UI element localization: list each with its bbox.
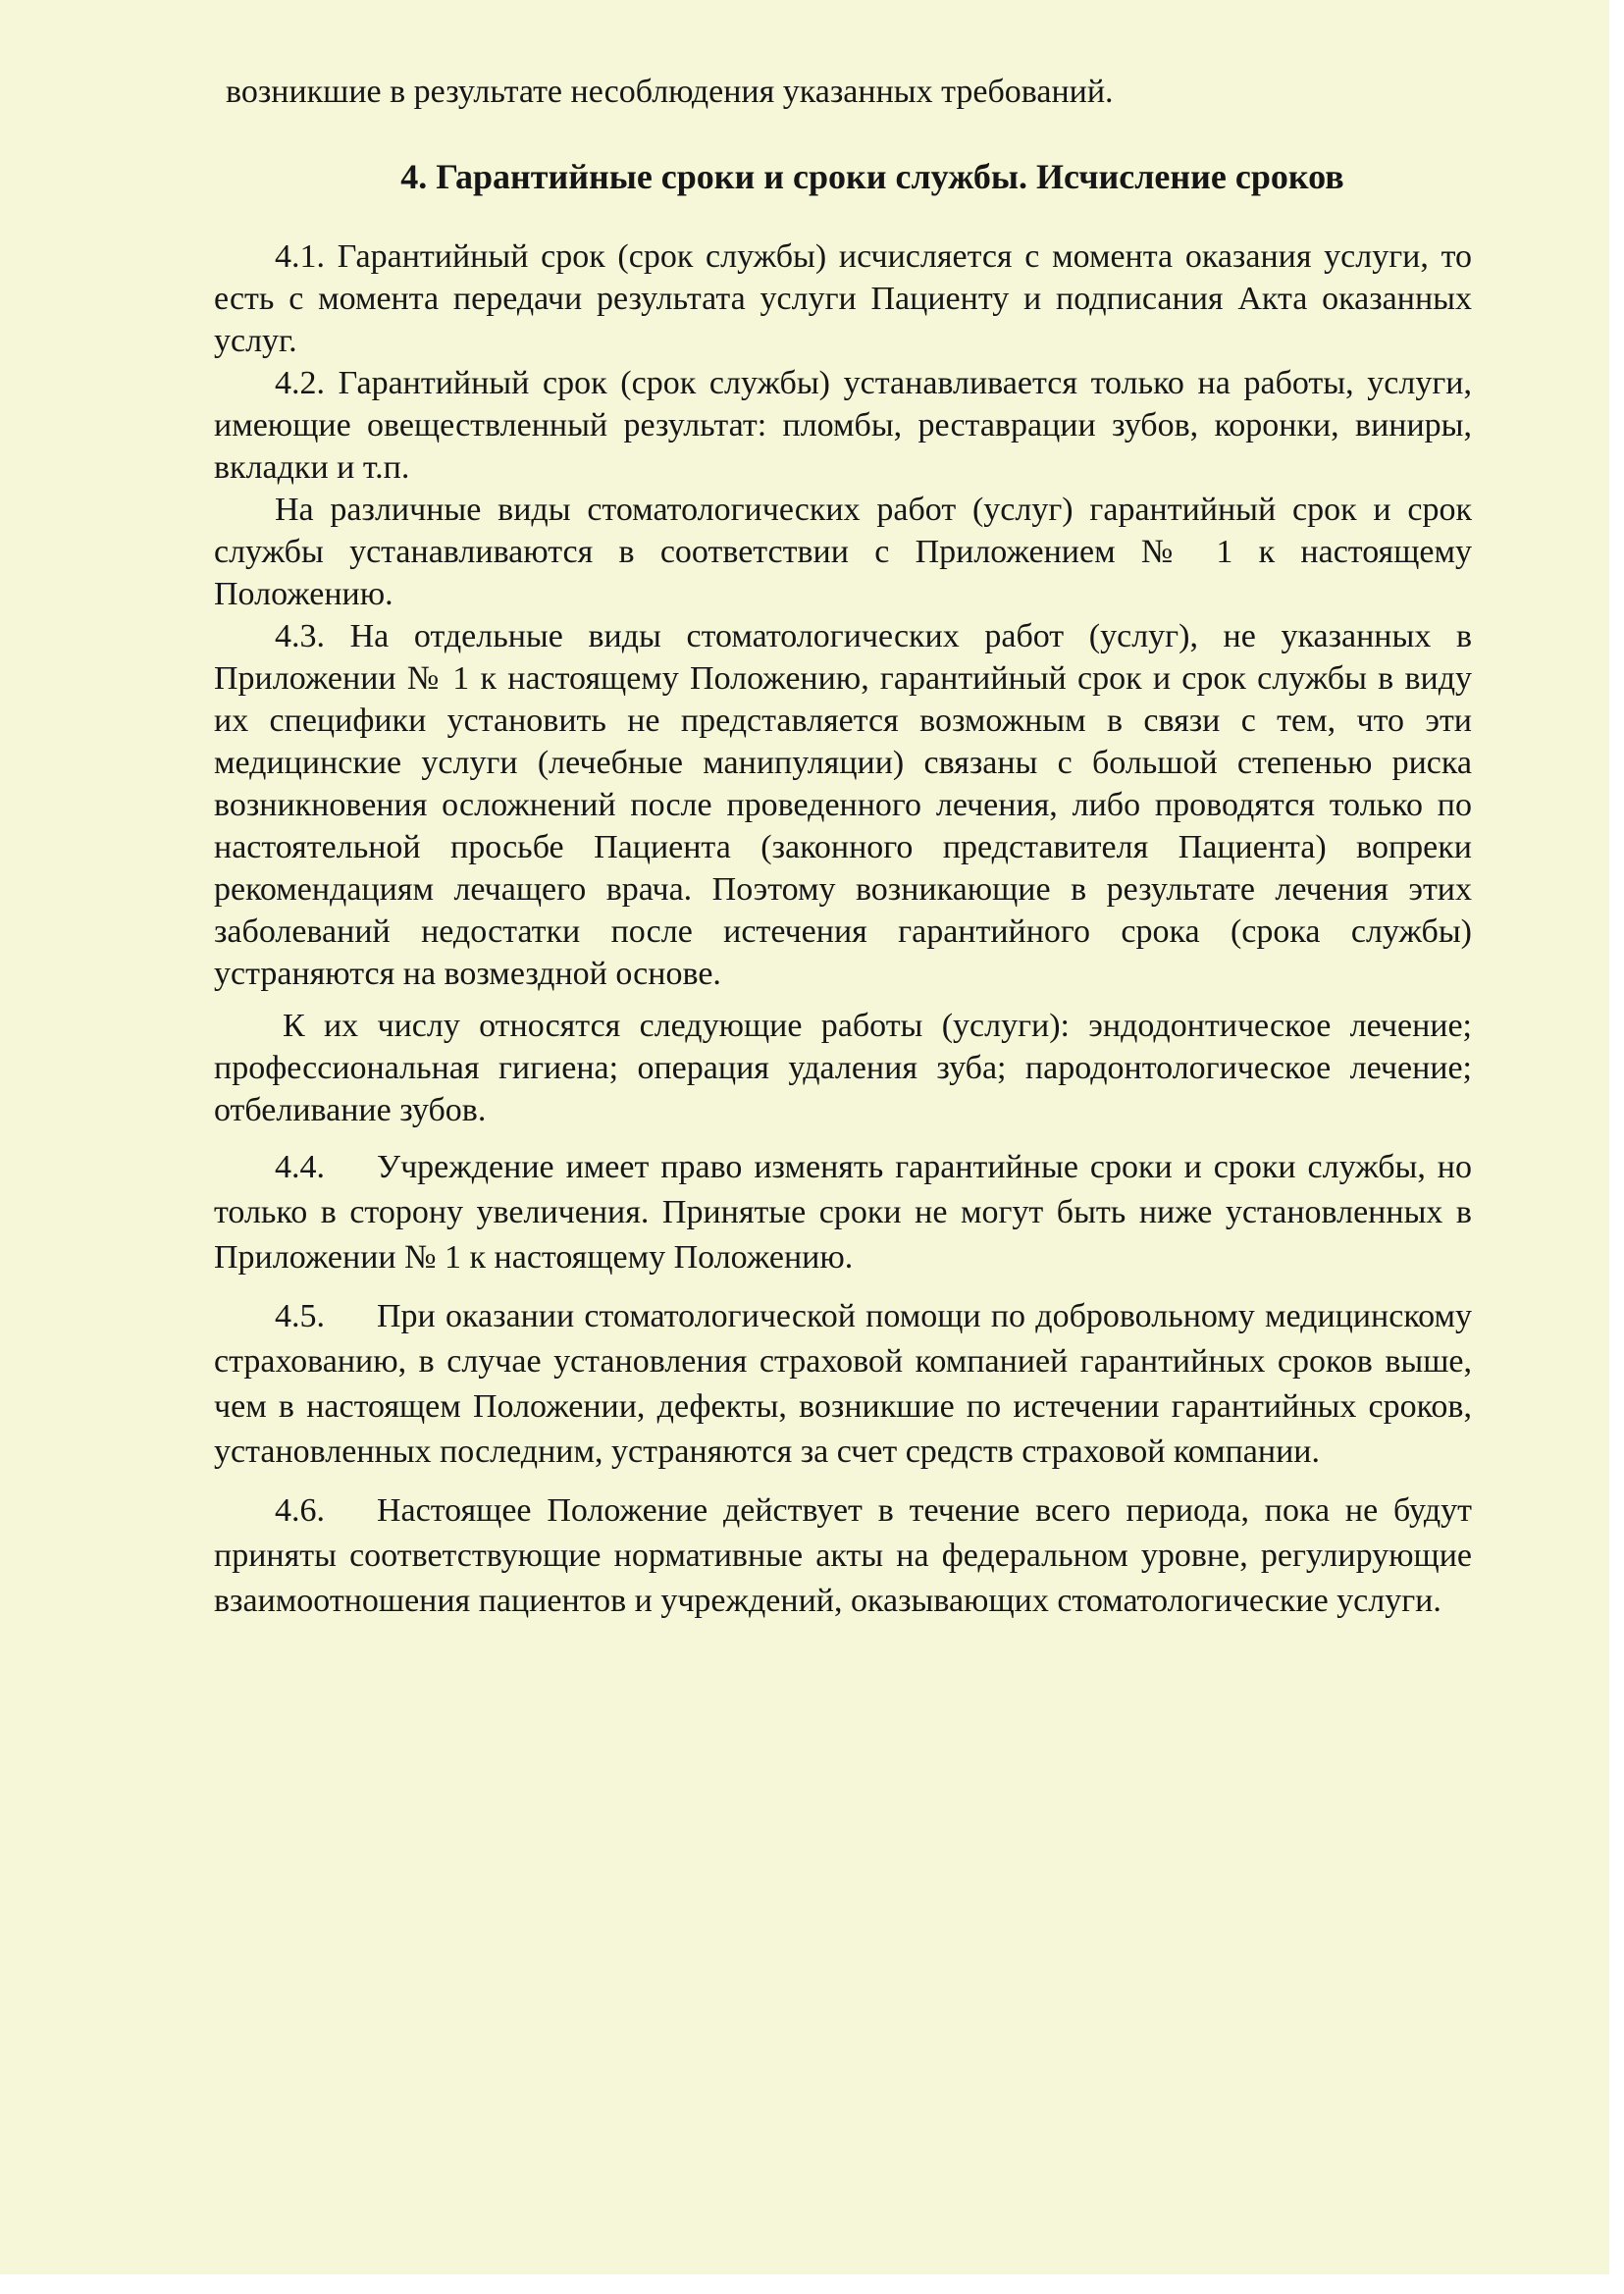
paragraph-text: Гарантийный срок (срок службы) устанавливается только на работы, услуги, имеющие овеществленный результат: пломбы, реставрации зубов, коронки, виниры, вкладки и т.п. [214,365,1473,486]
intro-line: возникшие в результате несоблюдения указанных требований. [226,74,1114,110]
document-body [214,71,1472,1624]
paragraph-number: 4.6. [275,1492,325,1529]
paragraph-text: К их числу относятся следующие работы (услуги): эндодонтическое лечение; профессиональная гигиена; операция удаления зуба; пародонтологическое лечение; отбеливание зубов. [214,1008,1472,1128]
paragraph-text: Учреждение имеет право изменять гарантийные сроки и сроки службы, но только в сторону увеличения. Принятые сроки не могут быть ниже установленных в Приложении № 1 к настоящему Положению. [214,1149,1472,1276]
paragraph-4-2-appendix-note [214,489,1472,615]
paragraph-4-3-list [214,1005,1472,1131]
paragraph-4-5 [214,1294,1472,1475]
paragraph-number: 4.2. [275,365,325,401]
paragraph-4-1 [214,235,1472,362]
paragraph-4-2 [214,362,1472,489]
paragraph-4-3 [214,615,1472,995]
paragraph-number: 4.1. [275,238,325,275]
paragraph-text: Настоящее Положение действует в течение всего периода, пока не будут приняты соответствующие нормативные акты на федеральном уровне, регулирующие взаимоотношения пациентов и учреждений, оказывающих стоматологические услуги. [214,1492,1472,1619]
paragraph-text: На различные виды стоматологических работ (услуг) гарантийный срок и срок службы устанавливаются в соответствии с Приложением № 1 к настоящему Положению. [214,492,1472,612]
section-title: 4. Гарантийные сроки и сроки службы. Исчисление сроков [400,157,1344,196]
paragraph-number: 4.4. [275,1149,325,1185]
paragraph-4-6 [214,1488,1472,1624]
paragraph-number: 4.3. [275,618,325,654]
paragraph-text: Гарантийный срок (срок службы) исчисляется с момента оказания услуги, то есть с момента передачи результата услуги Пациенту и подписания Акта оказанных услуг. [214,238,1473,359]
paragraph-text: При оказании стоматологической помощи по добровольному медицинскому страхованию, в случае установления страховой компанией гарантийных сроков выше, чем в настоящем Положении, дефекты, возникшие по истечении гарантийных сроков, установленных последним, устраняются за счет средств страховой компании. [214,1298,1472,1470]
paragraph-4-4 [214,1145,1472,1280]
paragraph-text: На отдельные виды стоматологических работ (услуг), не указанных в Приложении № 1 к настоящему Положению, гарантийный срок и срок службы в виду их специфики установить не представляется возможным в связи с тем, что эти медицинские услуги (лечебные манипуляции) связаны с большой степенью риска возникновения осложнений после проведенного лечения, либо проводятся только по настоятельной просьбе Пациента (законного представителя Пациента) вопреки рекомендациям лечащего врача. Поэтому возникающие в результате лечения этих заболеваний недостатки после истечения гарантийного срока (срока службы) устраняются на возмездной основе. [214,618,1472,992]
paragraph-number: 4.5. [275,1298,325,1334]
